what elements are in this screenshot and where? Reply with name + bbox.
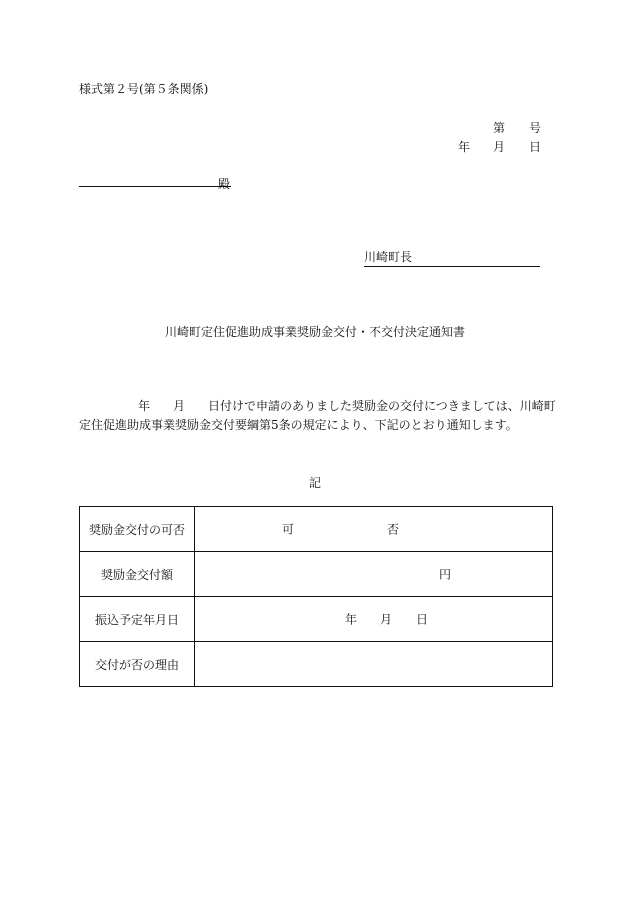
date-day: 日 bbox=[529, 140, 542, 154]
amount-cell bbox=[195, 552, 553, 597]
transfer-date-cell bbox=[195, 597, 553, 642]
table-row bbox=[80, 552, 553, 597]
table-row bbox=[80, 507, 553, 552]
transfer-month: 月 bbox=[380, 612, 393, 627]
reason-label: 交付が否の理由 bbox=[80, 642, 195, 687]
table-row bbox=[80, 597, 553, 642]
body-year: 年 bbox=[138, 399, 151, 413]
approval-label: 奨励金交付の可否 bbox=[80, 507, 195, 552]
form-number: 様式第２号(第５条関係) bbox=[79, 82, 209, 96]
document-title: 川崎町定住促進助成事業奨励金交付・不交付決定通知書 bbox=[164, 325, 465, 339]
transfer-date-label: 振込予定年月日 bbox=[80, 597, 195, 642]
info-table bbox=[79, 506, 553, 687]
transfer-year: 年 bbox=[345, 612, 358, 627]
body-month: 月 bbox=[173, 399, 186, 413]
body-line2-text: 定住促進助成事業奨励金交付要綱第5条の規定により、下記のとおり通知します。 bbox=[79, 418, 518, 432]
table-row bbox=[80, 642, 553, 687]
doc-number-go: 号 bbox=[529, 121, 542, 135]
date-month: 月 bbox=[493, 140, 506, 154]
reason-cell bbox=[195, 642, 553, 687]
transfer-day: 日 bbox=[416, 612, 429, 627]
amount-label: 奨励金交付額 bbox=[80, 552, 195, 597]
sender-name: 川崎町長 bbox=[364, 248, 540, 267]
approval-hi: 否 bbox=[387, 522, 400, 537]
amount-unit: 円 bbox=[439, 567, 452, 582]
addressee-suffix: 殿 bbox=[218, 177, 231, 191]
approval-ka: 可 bbox=[282, 522, 295, 537]
body-line1-text: 日付けで申請のありました奨励金の交付につきましては、川崎町 bbox=[208, 399, 556, 413]
approval-cell bbox=[195, 507, 553, 552]
doc-number-dai: 第 bbox=[493, 121, 506, 135]
ki-heading: 記 bbox=[308, 476, 321, 490]
date-year: 年 bbox=[458, 140, 471, 154]
addressee-line bbox=[79, 186, 231, 187]
